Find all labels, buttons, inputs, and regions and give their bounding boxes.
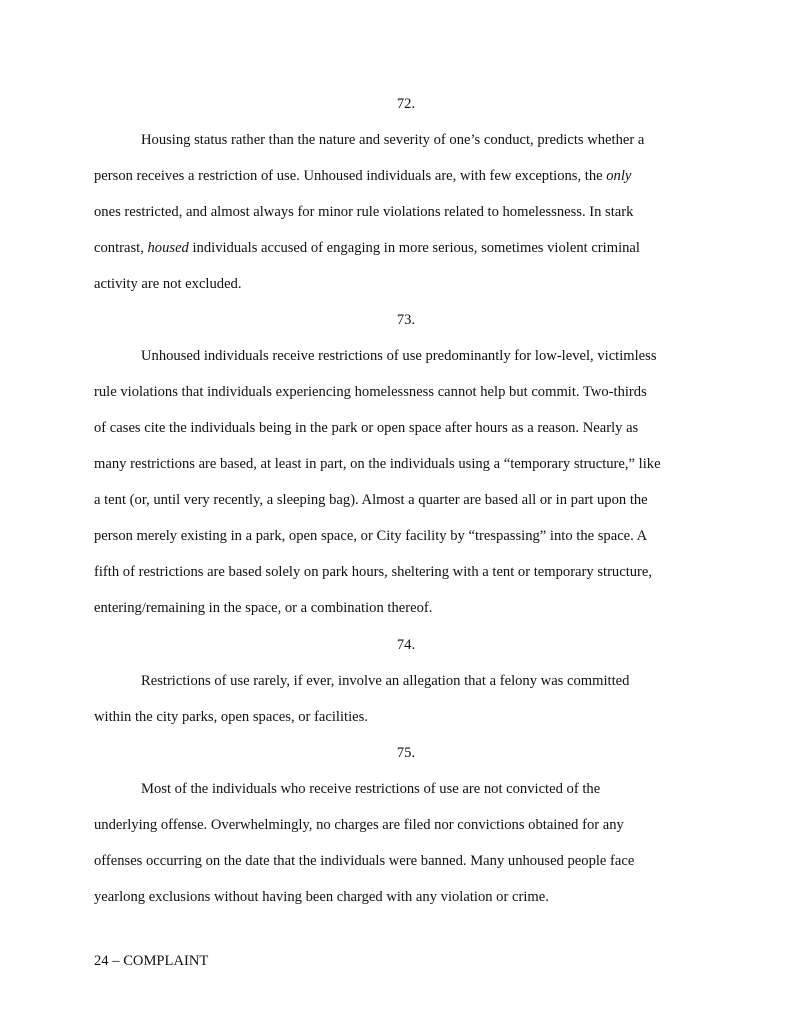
text-line: contrast, housed individuals accused of engaging in more serious, sometimes violent criminal [94, 240, 640, 256]
text-line: ones restricted, and almost always for minor rule violations related to homelessness. In stark [94, 204, 634, 220]
text-line: Restrictions of use rarely, if ever, involve an allegation that a felony was committed [141, 673, 630, 689]
text-line: within the city parks, open spaces, or facilities. [94, 709, 368, 725]
emphasis-text: only [606, 168, 632, 184]
paragraph-number: 74. [396, 637, 416, 653]
text-line: entering/remaining in the space, or a combination thereof. [94, 600, 433, 616]
page-footer: 24 – COMPLAINT [94, 953, 209, 969]
text-line: fifth of restrictions are based solely on park hours, sheltering with a tent or temporary structure, [94, 564, 653, 580]
text-line: Most of the individuals who receive restrictions of use are not convicted of the [141, 781, 601, 797]
text-line: a tent (or, until very recently, a sleeping bag). Almost a quarter are based all or in part upon the [94, 492, 648, 508]
emphasis-text: housed [147, 240, 189, 256]
paragraph-number: 72. [396, 96, 416, 112]
text-line: Housing status rather than the nature and severity of one’s conduct, predicts whether a [141, 132, 645, 148]
text-line: many restrictions are based, at least in part, on the individuals using a “temporary structure,” like [94, 456, 661, 472]
text-line: yearlong exclusions without having been charged with any violation or crime. [94, 889, 549, 905]
text-line: offenses occurring on the date that the individuals were banned. Many unhoused people face [94, 853, 635, 869]
text-line: person merely existing in a park, open space, or City facility by “trespassing” into the space. A [94, 528, 648, 544]
text-line: Unhoused individuals receive restrictions of use predominantly for low-level, victimless [141, 348, 657, 364]
text-line: activity are not excluded. [94, 276, 242, 292]
text-line: of cases cite the individuals being in the park or open space after hours as a reason. Nearly as [94, 420, 639, 436]
text-line: underlying offense. Overwhelmingly, no charges are filed nor convictions obtained for any [94, 817, 624, 833]
text-line: rule violations that individuals experiencing homelessness cannot help but commit. Two-thirds [94, 384, 647, 400]
paragraph-number: 75. [396, 745, 416, 761]
text-line: person receives a restriction of use. Unhoused individuals are, with few exceptions, the only [94, 168, 632, 184]
paragraph-number: 73. [396, 312, 416, 328]
